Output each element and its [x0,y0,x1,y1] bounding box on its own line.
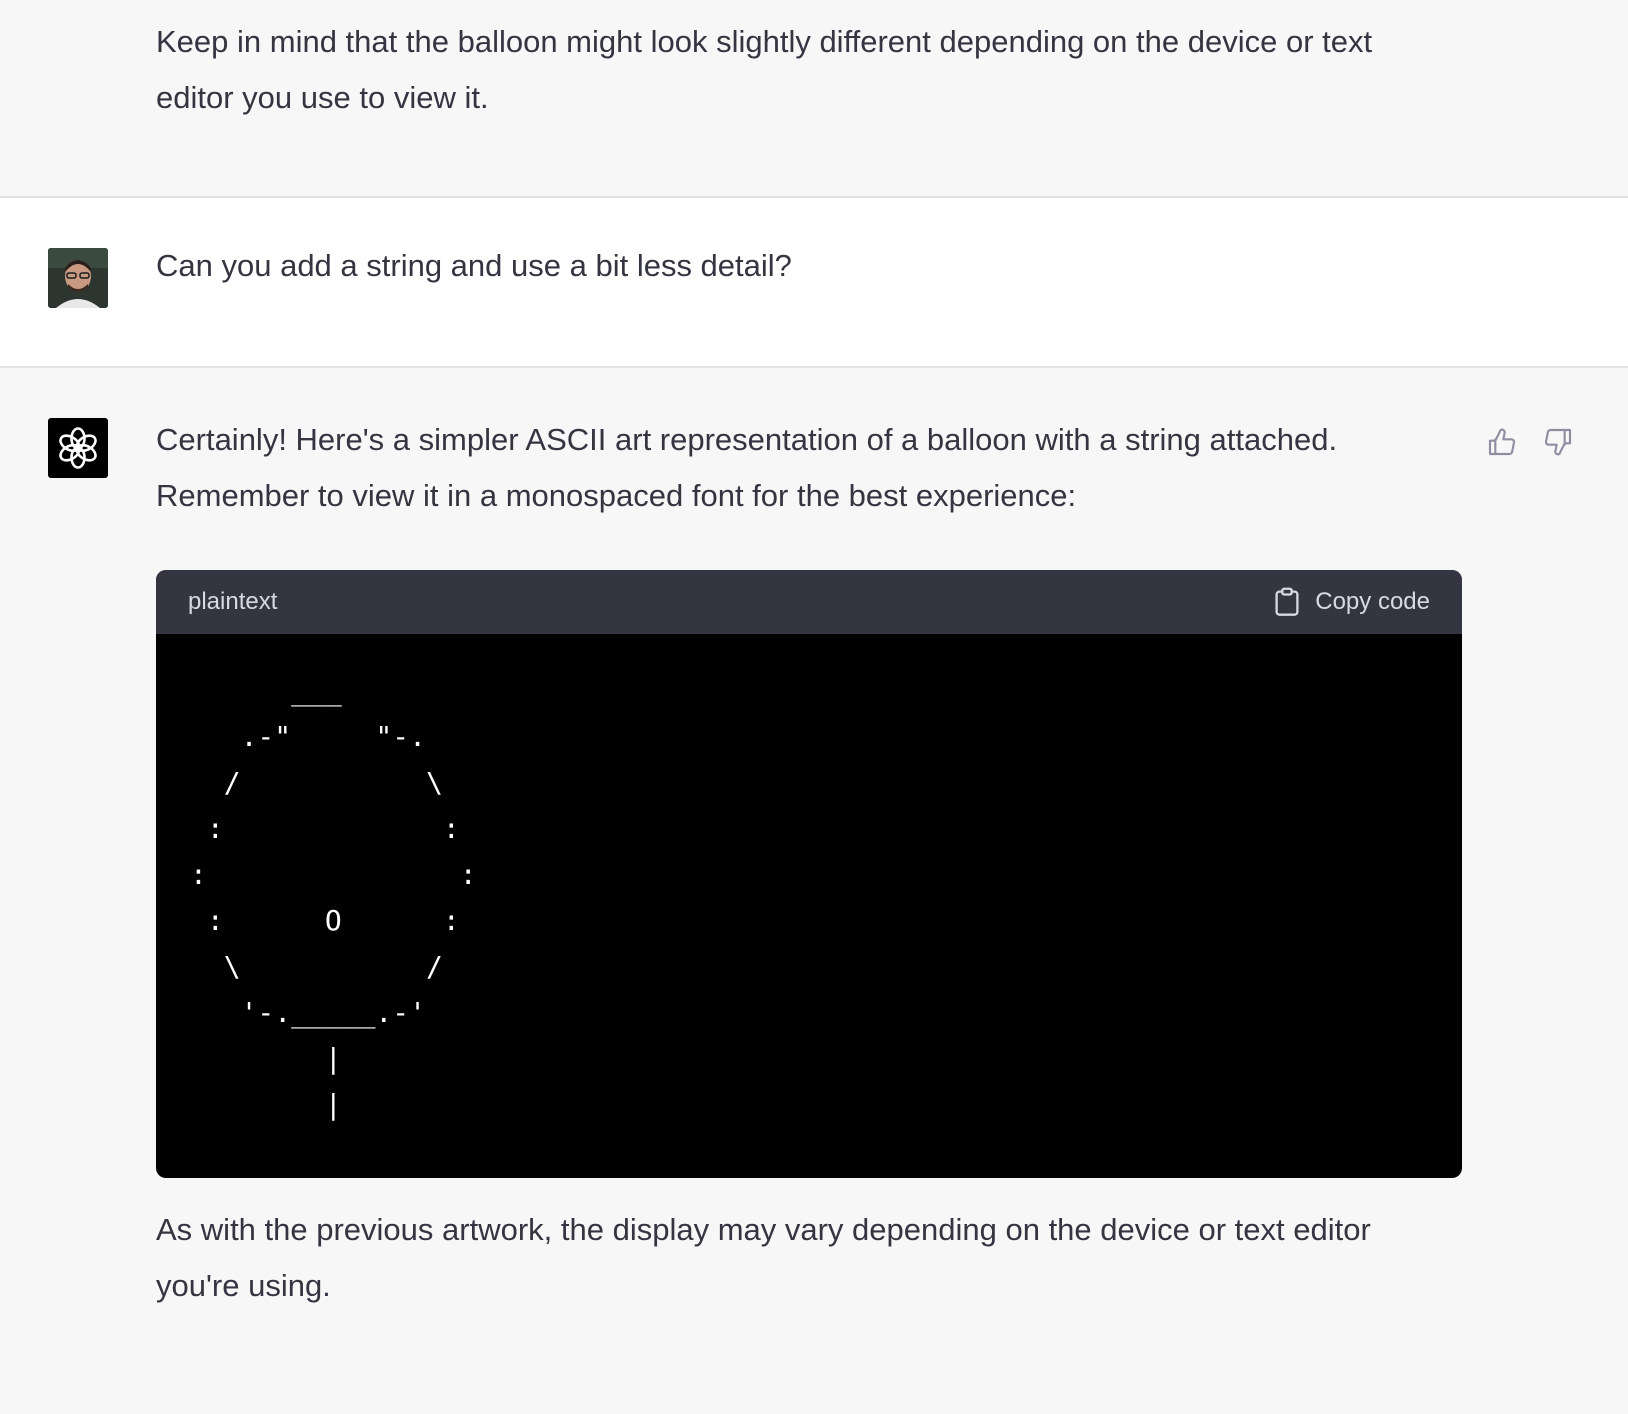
user-avatar [48,248,108,308]
user-avatar-photo [48,248,108,308]
clipboard-icon [1273,587,1301,617]
code-block [156,570,1462,1178]
code-block-header [156,570,1462,634]
openai-logo-icon [56,426,100,470]
user-message-block [0,198,1628,368]
thumbs-down-icon [1542,426,1574,458]
assistant-outro-text: As with the previous artwork, the display may vary depending on the device or text editor you're using. [156,1212,1371,1303]
copy-code-button[interactable] [1273,587,1430,617]
thumbs-up-icon [1486,426,1518,458]
previous-message-block [0,0,1628,198]
user-message-text: Can you add a string and use a bit less detail? [156,248,792,283]
code-language-label: plaintext [188,588,278,615]
thumbs-down-button[interactable] [1540,424,1576,460]
assistant-message-block [0,368,1628,1414]
code-content: ___ .-" "-. / \ : : : : : O : \ / '-._____.-' | | [190,674,477,1121]
previous-message-text: Keep in mind that the balloon might look slightly different depending on the device or text editor you use to view it. [156,24,1373,115]
copy-code-label: Copy code [1315,588,1430,615]
assistant-intro-text: Certainly! Here's a simpler ASCII art representation of a balloon with a string attached. Remember to view it in a monospaced font for the best experience: [156,422,1338,513]
thumbs-up-button[interactable] [1484,424,1520,460]
assistant-avatar [48,418,108,478]
